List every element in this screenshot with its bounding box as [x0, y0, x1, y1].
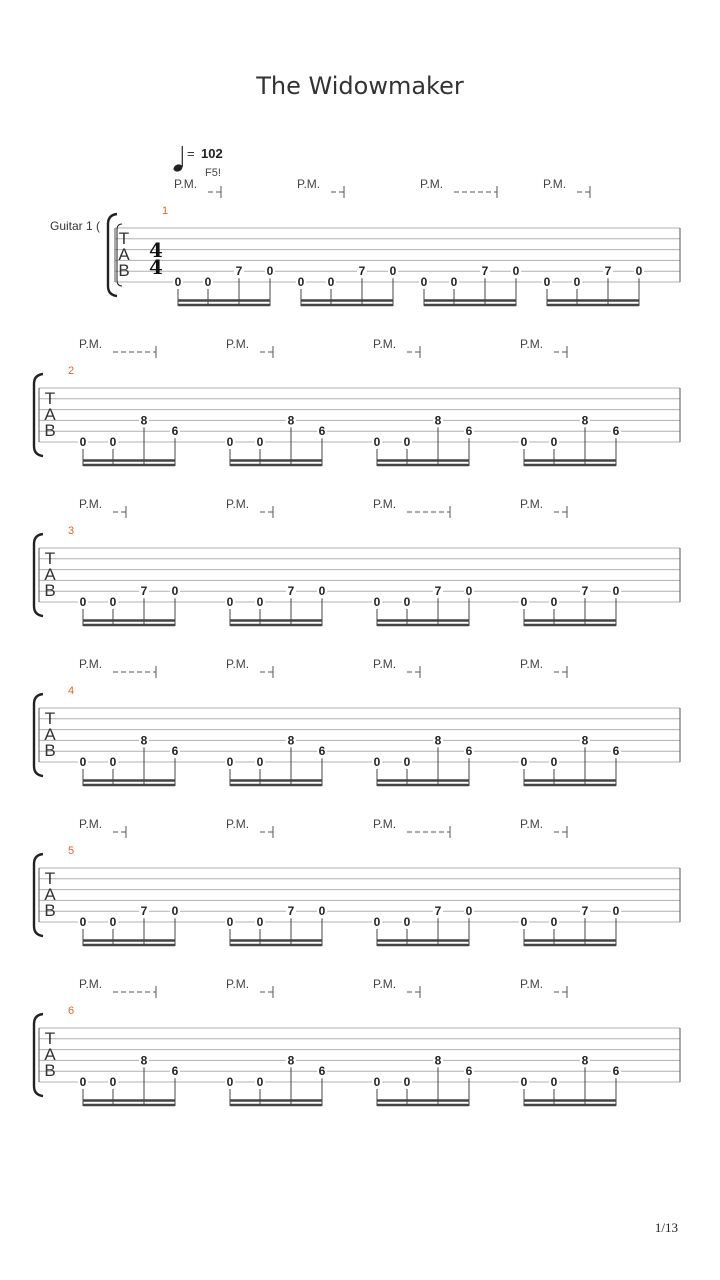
fret-number: 0: [109, 435, 117, 449]
fret-number: 8: [581, 413, 589, 428]
fret-number: 0: [256, 595, 264, 609]
palm-mute-label: P.M.: [79, 817, 103, 831]
fret-number: 0: [204, 275, 212, 289]
palm-mute-label: P.M.: [520, 497, 544, 511]
fret-number: 6: [318, 744, 326, 759]
fret-number: 0: [520, 595, 528, 609]
tab-clef-a: A: [44, 565, 56, 584]
tab-clef-t: T: [44, 389, 56, 408]
fret-number: 0: [318, 904, 326, 919]
fret-number: 6: [612, 1064, 620, 1079]
fret-number: 6: [612, 744, 620, 759]
fret-number: 7: [434, 584, 442, 599]
tab-clef-t: T: [44, 869, 56, 888]
fret-number: 0: [520, 1075, 528, 1089]
palm-mute-label: P.M.: [297, 177, 321, 191]
fret-number: 0: [612, 584, 620, 599]
fret-number: 0: [512, 264, 520, 279]
palm-mute-label: P.M.: [79, 977, 103, 991]
fret-number: 0: [550, 595, 558, 609]
fret-number: 7: [287, 584, 295, 599]
fret-number: 0: [373, 435, 381, 449]
fret-number: 0: [171, 584, 179, 599]
tempo-equals: =: [187, 146, 195, 161]
fret-number: 6: [318, 1064, 326, 1079]
fret-number: 0: [373, 755, 381, 769]
tab-clef-t: T: [44, 1029, 56, 1048]
fret-number: 6: [171, 424, 179, 439]
fret-number: 8: [434, 733, 442, 748]
palm-mute-label: P.M.: [520, 977, 544, 991]
fret-number: 7: [287, 904, 295, 919]
fret-number: 8: [434, 413, 442, 428]
fret-number: 0: [450, 275, 458, 289]
page-number: 1/13: [654, 1220, 678, 1235]
fret-number: 8: [581, 733, 589, 748]
fret-number: 6: [171, 744, 179, 759]
palm-mute-label: P.M.: [543, 177, 567, 191]
measure-number: 2: [68, 365, 75, 377]
fret-number: 0: [520, 755, 528, 769]
palm-mute-label: P.M.: [226, 337, 250, 351]
fret-number: 7: [358, 264, 366, 279]
fret-number: 8: [581, 1053, 589, 1068]
palm-mute-label: P.M.: [420, 177, 444, 191]
fret-number: 0: [403, 1075, 411, 1089]
tab-clef-b: B: [118, 261, 130, 280]
fret-number: 0: [266, 264, 274, 279]
fret-number: 0: [226, 755, 234, 769]
fret-number: 0: [373, 595, 381, 609]
fret-number: 0: [79, 595, 87, 609]
fret-number: 0: [612, 904, 620, 919]
fret-number: 0: [297, 275, 305, 289]
fret-number: 0: [635, 264, 643, 279]
fret-number: 0: [79, 915, 87, 929]
fret-number: 0: [109, 595, 117, 609]
time-signature-denominator: 4: [149, 255, 163, 279]
fret-number: 0: [79, 435, 87, 449]
fret-number: 0: [256, 435, 264, 449]
fret-number: 7: [581, 904, 589, 919]
fret-number: 0: [109, 1075, 117, 1089]
fret-number: 8: [140, 413, 148, 428]
fret-number: 0: [327, 275, 335, 289]
fret-number: 0: [520, 435, 528, 449]
palm-mute-label: P.M.: [373, 657, 397, 671]
tab-clef-b: B: [44, 741, 56, 760]
fret-number: 0: [226, 915, 234, 929]
fret-number: 0: [79, 1075, 87, 1089]
fret-number: 8: [140, 1053, 148, 1068]
fret-number: 0: [465, 584, 473, 599]
fret-number: 0: [403, 915, 411, 929]
fret-number: 0: [109, 915, 117, 929]
palm-mute-label: P.M.: [520, 817, 544, 831]
palm-mute-label: P.M.: [79, 657, 103, 671]
fret-number: 0: [420, 275, 428, 289]
palm-mute-label: P.M.: [226, 817, 250, 831]
measure-number: 4: [68, 685, 75, 697]
tab-clef-t: T: [44, 709, 56, 728]
palm-mute-label: P.M.: [174, 177, 198, 191]
fret-number: 0: [389, 264, 397, 279]
fret-number: 6: [465, 744, 473, 759]
fret-number: 0: [174, 275, 182, 289]
fret-number: 0: [256, 1075, 264, 1089]
fret-number: 7: [235, 264, 243, 279]
fret-number: 0: [109, 755, 117, 769]
fret-number: 0: [373, 1075, 381, 1089]
palm-mute-label: P.M.: [226, 657, 250, 671]
fret-number: 0: [226, 1075, 234, 1089]
fret-number: 0: [79, 755, 87, 769]
palm-mute-label: P.M.: [373, 817, 397, 831]
fret-number: 6: [171, 1064, 179, 1079]
palm-mute-label: P.M.: [226, 977, 250, 991]
palm-mute-label: P.M.: [520, 657, 544, 671]
chord-name: F5!: [205, 167, 221, 179]
fret-number: 0: [403, 755, 411, 769]
fret-number: 0: [256, 755, 264, 769]
fret-number: 0: [171, 904, 179, 919]
palm-mute-label: P.M.: [79, 497, 103, 511]
fret-number: 0: [465, 904, 473, 919]
measure-number: 5: [68, 845, 75, 857]
tab-clef-a: A: [44, 405, 56, 424]
tab-clef-b: B: [44, 1061, 56, 1080]
tab-clef-t: T: [118, 229, 130, 248]
tab-clef-a: A: [118, 245, 130, 264]
track-name: Guitar 1 (: [50, 219, 101, 233]
measure-number: 1: [162, 205, 169, 217]
fret-number: 8: [287, 413, 295, 428]
fret-number: 8: [287, 733, 295, 748]
fret-number: 7: [481, 264, 489, 279]
fret-number: 0: [256, 915, 264, 929]
palm-mute-label: P.M.: [373, 977, 397, 991]
fret-number: 0: [573, 275, 581, 289]
fret-number: 6: [465, 424, 473, 439]
time-signature-numerator: 4: [149, 238, 163, 262]
fret-number: 0: [403, 435, 411, 449]
fret-number: 0: [543, 275, 551, 289]
tab-clef-a: A: [44, 725, 56, 744]
fret-number: 7: [140, 584, 148, 599]
tab-clef-b: B: [44, 901, 56, 920]
fret-number: 0: [226, 595, 234, 609]
system-bracket: [108, 214, 117, 296]
tab-clef-a: A: [44, 885, 56, 904]
fret-number: 7: [604, 264, 612, 279]
fret-number: 8: [140, 733, 148, 748]
page-title: The Widowmaker: [256, 72, 464, 100]
palm-mute-label: P.M.: [226, 497, 250, 511]
tempo-value: 102: [201, 146, 223, 161]
tab-clef-a: A: [44, 1045, 56, 1064]
tab-clef-b: B: [44, 581, 56, 600]
fret-number: 0: [550, 1075, 558, 1089]
measure-number: 6: [68, 1005, 75, 1017]
fret-number: 6: [612, 424, 620, 439]
fret-number: 7: [140, 904, 148, 919]
palm-mute-label: P.M.: [373, 497, 397, 511]
tab-clef-b: B: [44, 421, 56, 440]
palm-mute-label: P.M.: [373, 337, 397, 351]
fret-number: 0: [403, 595, 411, 609]
palm-mute-label: P.M.: [79, 337, 103, 351]
fret-number: 0: [520, 915, 528, 929]
fret-number: 0: [550, 435, 558, 449]
fret-number: 0: [318, 584, 326, 599]
fret-number: 8: [434, 1053, 442, 1068]
fret-number: 0: [373, 915, 381, 929]
fret-number: 0: [550, 915, 558, 929]
fret-number: 6: [465, 1064, 473, 1079]
tab-clef-t: T: [44, 549, 56, 568]
palm-mute-label: P.M.: [520, 337, 544, 351]
fret-number: 6: [318, 424, 326, 439]
fret-number: 0: [226, 435, 234, 449]
measure-number: 3: [68, 525, 75, 537]
fret-number: 8: [287, 1053, 295, 1068]
fret-number: 0: [550, 755, 558, 769]
fret-number: 7: [581, 584, 589, 599]
fret-number: 7: [434, 904, 442, 919]
